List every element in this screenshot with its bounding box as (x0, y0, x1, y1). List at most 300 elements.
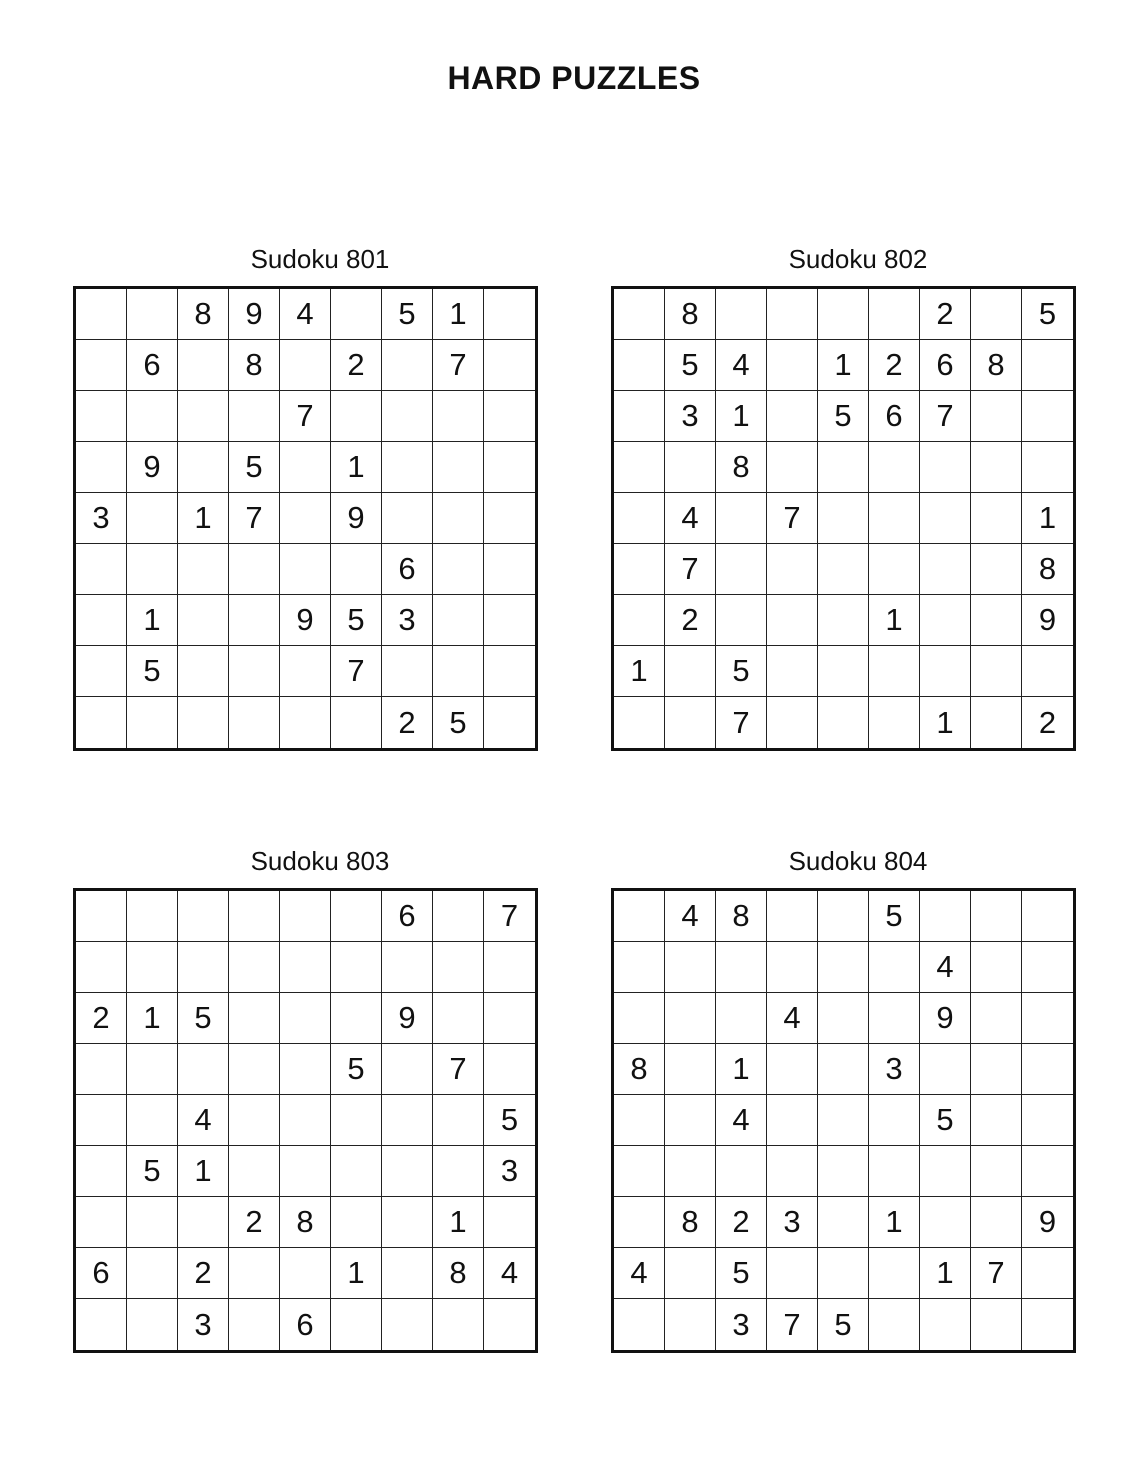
sudoku-cell (665, 442, 716, 493)
sudoku-cell: 5 (869, 891, 920, 942)
sudoku-cell (484, 1044, 535, 1095)
sudoku-cell (971, 493, 1022, 544)
sudoku-cell (76, 942, 127, 993)
sudoku-cell (484, 1299, 535, 1350)
sudoku-cell (920, 493, 971, 544)
sudoku-cell (331, 1095, 382, 1146)
sudoku-cell (229, 697, 280, 748)
sudoku-cell (665, 1248, 716, 1299)
sudoku-cell (971, 391, 1022, 442)
sudoku-cell: 8 (665, 1197, 716, 1248)
sudoku-cell: 9 (331, 493, 382, 544)
sudoku-cell (229, 1146, 280, 1197)
sudoku-cell: 2 (76, 993, 127, 1044)
sudoku-cell (869, 493, 920, 544)
sudoku-cell (382, 493, 433, 544)
sudoku-cell: 4 (178, 1095, 229, 1146)
sudoku-cell (971, 1044, 1022, 1095)
sudoku-cell (127, 1044, 178, 1095)
sudoku-cell (767, 1095, 818, 1146)
sudoku-cell (484, 993, 535, 1044)
sudoku-cell (818, 493, 869, 544)
sudoku-cell (229, 544, 280, 595)
sudoku-cell (614, 595, 665, 646)
sudoku-cell (331, 942, 382, 993)
sudoku-cell (229, 1299, 280, 1350)
sudoku-cell: 2 (382, 697, 433, 748)
sudoku-cell: 5 (127, 646, 178, 697)
sudoku-cell (331, 697, 382, 748)
sudoku-cell (869, 289, 920, 340)
sudoku-cell (971, 1299, 1022, 1350)
sudoku-cell (920, 1044, 971, 1095)
sudoku-cell: 1 (178, 493, 229, 544)
puzzle-title: Sudoku 801 (250, 244, 390, 274)
sudoku-cell (614, 697, 665, 748)
sudoku-cell (76, 391, 127, 442)
sudoku-cell (665, 1044, 716, 1095)
sudoku-cell: 5 (665, 340, 716, 391)
sudoku-cell (280, 993, 331, 1044)
sudoku-cell (433, 993, 484, 1044)
sudoku-cell (127, 1095, 178, 1146)
sudoku-cell: 8 (716, 891, 767, 942)
sudoku-cell (76, 697, 127, 748)
sudoku-cell (127, 391, 178, 442)
sudoku-cell: 8 (971, 340, 1022, 391)
sudoku-cell (76, 646, 127, 697)
sudoku-puzzle (611, 244, 1075, 751)
sudoku-cell (127, 1299, 178, 1350)
sudoku-cell (665, 646, 716, 697)
sudoku-cell (178, 1197, 229, 1248)
sudoku-cell: 1 (1022, 493, 1073, 544)
sudoku-cell (818, 289, 869, 340)
sudoku-cell (665, 1299, 716, 1350)
sudoku-cell (382, 1044, 433, 1095)
sudoku-cell: 8 (433, 1248, 484, 1299)
sudoku-cell: 1 (716, 1044, 767, 1095)
sudoku-cell: 9 (229, 289, 280, 340)
sudoku-cell: 8 (614, 1044, 665, 1095)
sudoku-cell (818, 1248, 869, 1299)
sudoku-cell (971, 1197, 1022, 1248)
sudoku-cell (614, 891, 665, 942)
sudoku-cell (818, 595, 869, 646)
sudoku-cell: 6 (127, 340, 178, 391)
sudoku-cell (869, 1146, 920, 1197)
sudoku-cell (971, 942, 1022, 993)
sudoku-cell: 3 (869, 1044, 920, 1095)
sudoku-cell (76, 1299, 127, 1350)
sudoku-cell (127, 544, 178, 595)
sudoku-cell: 5 (484, 1095, 535, 1146)
sudoku-cell (716, 942, 767, 993)
sudoku-cell (433, 442, 484, 493)
sudoku-cell: 7 (767, 493, 818, 544)
sudoku-cell (127, 1197, 178, 1248)
sudoku-cell (76, 1044, 127, 1095)
sudoku-cell: 5 (920, 1095, 971, 1146)
sudoku-cell (767, 544, 818, 595)
sudoku-cell (127, 493, 178, 544)
sudoku-cell (1022, 391, 1073, 442)
sudoku-cell (331, 891, 382, 942)
sudoku-cell (818, 697, 869, 748)
sudoku-cell (920, 442, 971, 493)
sudoku-cell (716, 544, 767, 595)
sudoku-cell: 8 (178, 289, 229, 340)
sudoku-cell (920, 1299, 971, 1350)
sudoku-cell: 4 (665, 891, 716, 942)
sudoku-cell: 5 (382, 289, 433, 340)
sudoku-cell: 7 (433, 340, 484, 391)
sudoku-cell: 2 (229, 1197, 280, 1248)
sudoku-cell: 2 (1038, 704, 1057, 740)
sudoku-cell (280, 544, 331, 595)
sudoku-cell (382, 646, 433, 697)
sudoku-cell (433, 391, 484, 442)
sudoku-cell: 1 (716, 391, 767, 442)
sudoku-cell (971, 289, 1022, 340)
sudoku-cell (1022, 993, 1073, 1044)
sudoku-cell (229, 1095, 280, 1146)
sudoku-grid (73, 286, 538, 751)
sudoku-cell (382, 1095, 433, 1146)
sudoku-cell (1022, 442, 1073, 493)
sudoku-cell: 3 (716, 1299, 767, 1350)
sudoku-cell (767, 1044, 818, 1095)
sudoku-cell: 9 (280, 595, 331, 646)
sudoku-cell (767, 289, 818, 340)
sudoku-cell (767, 595, 818, 646)
sudoku-cell: 7 (920, 391, 971, 442)
sudoku-cell: 1 (127, 993, 178, 1044)
sudoku-cell: 2 (665, 595, 716, 646)
sudoku-cell (484, 442, 535, 493)
sudoku-cell (971, 646, 1022, 697)
sudoku-grid (611, 888, 1076, 1353)
sudoku-cell: 5 (716, 646, 767, 697)
sudoku-cell (971, 1146, 1022, 1197)
sudoku-cell (767, 1248, 818, 1299)
puzzle-title: Sudoku 802 (788, 244, 928, 274)
sudoku-cell: 6 (382, 544, 433, 595)
sudoku-cell: 7 (229, 493, 280, 544)
sudoku-cell (382, 442, 433, 493)
sudoku-cell (229, 891, 280, 942)
sudoku-cell (127, 1248, 178, 1299)
sudoku-cell: 9 (382, 993, 433, 1044)
sudoku-cell: 7 (433, 1044, 484, 1095)
sudoku-cell (76, 340, 127, 391)
sudoku-cell (716, 493, 767, 544)
sudoku-cell (127, 891, 178, 942)
sudoku-cell: 2 (869, 340, 920, 391)
sudoku-cell: 4 (920, 942, 971, 993)
sudoku-cell (1022, 340, 1073, 391)
sudoku-cell (484, 289, 535, 340)
sudoku-cell: 5 (1022, 289, 1073, 340)
sudoku-cell (1022, 942, 1073, 993)
sudoku-cell: 3 (382, 595, 433, 646)
sudoku-cell (280, 1146, 331, 1197)
sudoku-cell (229, 1248, 280, 1299)
sudoku-cell (869, 646, 920, 697)
sudoku-cell (229, 942, 280, 993)
sudoku-cell (331, 1197, 382, 1248)
sudoku-cell: 1 (614, 646, 665, 697)
sudoku-cell (433, 1146, 484, 1197)
sudoku-cell: 9 (127, 442, 178, 493)
sudoku-cell (484, 1197, 535, 1248)
sudoku-cell (665, 697, 716, 748)
sudoku-cell: 5 (716, 1248, 767, 1299)
sudoku-cell (614, 1095, 665, 1146)
sudoku-cell: 7 (665, 544, 716, 595)
sudoku-cell (971, 993, 1022, 1044)
sudoku-cell: 6 (280, 1299, 331, 1350)
sudoku-cell (433, 544, 484, 595)
sudoku-cell (818, 1044, 869, 1095)
sudoku-cell: 4 (665, 493, 716, 544)
sudoku-cell (971, 1095, 1022, 1146)
sudoku-cell (76, 891, 127, 942)
sudoku-cell: 1 (331, 1248, 382, 1299)
sudoku-cell (614, 544, 665, 595)
sudoku-cell: 5 (433, 697, 484, 748)
sudoku-cell (920, 595, 971, 646)
sudoku-cell: 7 (331, 646, 382, 697)
sudoku-puzzle (73, 244, 537, 751)
sudoku-cell (920, 646, 971, 697)
sudoku-cell (920, 1197, 971, 1248)
sudoku-cell (433, 1299, 484, 1350)
sudoku-cell (178, 697, 229, 748)
sudoku-grid (611, 286, 1076, 751)
sudoku-cell (433, 595, 484, 646)
sudoku-cell (280, 1095, 331, 1146)
sudoku-cell (127, 697, 178, 748)
sudoku-cell (178, 1044, 229, 1095)
sudoku-cell (382, 1197, 433, 1248)
sudoku-cell (1022, 1044, 1073, 1095)
sudoku-cell: 1 (869, 1197, 920, 1248)
sudoku-cell: 7 (280, 391, 331, 442)
sudoku-cell (76, 544, 127, 595)
sudoku-cell (76, 289, 127, 340)
sudoku-cell: 2 (920, 289, 971, 340)
sudoku-cell (229, 993, 280, 1044)
sudoku-cell (614, 993, 665, 1044)
sudoku-cell (614, 391, 665, 442)
sudoku-cell: 5 (331, 595, 382, 646)
sudoku-cell: 2 (331, 340, 382, 391)
sudoku-cell (665, 993, 716, 1044)
sudoku-cell (178, 442, 229, 493)
sudoku-cell (1022, 1248, 1073, 1299)
sudoku-cell (484, 493, 535, 544)
sudoku-cell (1022, 646, 1073, 697)
sudoku-cell: 1 (818, 340, 869, 391)
sudoku-cell (818, 646, 869, 697)
sudoku-cell (614, 942, 665, 993)
sudoku-cell (331, 1146, 382, 1197)
sudoku-cell (920, 891, 971, 942)
sudoku-cell (382, 1146, 433, 1197)
sudoku-cell: 7 (484, 891, 535, 942)
sudoku-cell (229, 1044, 280, 1095)
sudoku-cell: 1 (433, 1197, 484, 1248)
sudoku-cell (229, 646, 280, 697)
sudoku-cell (433, 891, 484, 942)
sudoku-cell: 5 (178, 993, 229, 1044)
sudoku-cell (716, 289, 767, 340)
sudoku-cell (614, 1299, 665, 1350)
sudoku-cell: 6 (920, 340, 971, 391)
sudoku-cell: 8 (229, 340, 280, 391)
sudoku-cell (433, 646, 484, 697)
sudoku-cell: 7 (716, 697, 767, 748)
sudoku-cell (280, 340, 331, 391)
sudoku-cell (614, 1146, 665, 1197)
sudoku-cell (127, 942, 178, 993)
sudoku-cell (331, 1299, 382, 1350)
sudoku-cell (76, 1197, 127, 1248)
sudoku-cell (767, 442, 818, 493)
sudoku-cell (433, 1095, 484, 1146)
sudoku-cell: 3 (767, 1197, 818, 1248)
sudoku-cell (229, 595, 280, 646)
sudoku-cell (869, 993, 920, 1044)
sudoku-cell: 2 (178, 1248, 229, 1299)
sudoku-cell (76, 1146, 127, 1197)
sudoku-cell: 9 (920, 993, 971, 1044)
sudoku-cell: 9 (1022, 595, 1073, 646)
sudoku-cell: 1 (178, 1146, 229, 1197)
sudoku-cell: 5 (331, 1044, 382, 1095)
sudoku-cell (331, 391, 382, 442)
sudoku-cell (382, 340, 433, 391)
sudoku-cell: 6 (382, 891, 433, 942)
sudoku-cell (767, 697, 818, 748)
sudoku-cell (280, 442, 331, 493)
sudoku-cell (869, 1248, 920, 1299)
sudoku-cell (331, 544, 382, 595)
sudoku-cell: 1 (920, 1248, 971, 1299)
sudoku-cell: 6 (76, 1248, 127, 1299)
sudoku-cell (971, 891, 1022, 942)
sudoku-cell (484, 646, 535, 697)
sudoku-cell: 7 (971, 1248, 1022, 1299)
sudoku-cell (280, 942, 331, 993)
sudoku-cell (127, 289, 178, 340)
sudoku-cell (665, 1146, 716, 1197)
sudoku-cell (920, 544, 971, 595)
sudoku-cell (818, 942, 869, 993)
sudoku-cell (484, 544, 535, 595)
sudoku-cell (331, 993, 382, 1044)
sudoku-cell (614, 442, 665, 493)
sudoku-cell: 2 (716, 1197, 767, 1248)
sudoku-cell (614, 289, 665, 340)
sudoku-cell: 5 (127, 1146, 178, 1197)
sudoku-cell (1022, 1146, 1073, 1197)
sudoku-cell: 4 (484, 1248, 535, 1299)
sudoku-cell: 1 (331, 442, 382, 493)
sudoku-cell (76, 442, 127, 493)
sudoku-cell: 8 (665, 289, 716, 340)
sudoku-cell: 3 (178, 1299, 229, 1350)
sudoku-cell (614, 1197, 665, 1248)
sudoku-cell (971, 697, 1022, 748)
sudoku-cell (869, 942, 920, 993)
sudoku-cell (971, 595, 1022, 646)
sudoku-cell (280, 697, 331, 748)
sudoku-cell (767, 891, 818, 942)
sudoku-cell (280, 1044, 331, 1095)
sudoku-cell: 4 (614, 1248, 665, 1299)
sudoku-cell: 4 (716, 1095, 767, 1146)
sudoku-cell (818, 1095, 869, 1146)
sudoku-cell (178, 891, 229, 942)
sudoku-cell (767, 942, 818, 993)
sudoku-cell: 3 (484, 1146, 535, 1197)
sudoku-cell (382, 391, 433, 442)
sudoku-cell (716, 595, 767, 646)
sudoku-cell (229, 391, 280, 442)
sudoku-cell (818, 1197, 869, 1248)
sudoku-cell (716, 1146, 767, 1197)
sudoku-cell (280, 891, 331, 942)
sudoku-cell (178, 942, 229, 993)
sudoku-cell (1022, 891, 1073, 942)
sudoku-cell (614, 493, 665, 544)
sudoku-cell: 8 (280, 1197, 331, 1248)
sudoku-grid (73, 888, 538, 1353)
sudoku-cell (433, 942, 484, 993)
sudoku-cell (178, 544, 229, 595)
sudoku-cell (818, 891, 869, 942)
sudoku-cell: 5 (818, 391, 869, 442)
sudoku-cell: 6 (869, 391, 920, 442)
sudoku-cell (614, 340, 665, 391)
sudoku-cell (1022, 1299, 1073, 1350)
sudoku-cell (767, 1146, 818, 1197)
sudoku-cell (869, 544, 920, 595)
sudoku-cell: 5 (229, 442, 280, 493)
sudoku-cell: 3 (665, 391, 716, 442)
sudoku-cell (869, 697, 920, 748)
sudoku-cell: 4 (280, 289, 331, 340)
sudoku-cell (869, 1299, 920, 1350)
puzzle-title: Sudoku 803 (250, 846, 390, 876)
sudoku-cell (818, 993, 869, 1044)
sudoku-cell (178, 391, 229, 442)
sudoku-cell (178, 646, 229, 697)
sudoku-cell (920, 1146, 971, 1197)
sudoku-cell (716, 993, 767, 1044)
sudoku-cell (178, 595, 229, 646)
sudoku-cell (382, 1299, 433, 1350)
sudoku-cell (665, 942, 716, 993)
sudoku-cell (665, 1095, 716, 1146)
puzzle-title: Sudoku 804 (788, 846, 928, 876)
sudoku-cell: 1 (920, 697, 971, 748)
sudoku-cell (280, 493, 331, 544)
sudoku-cell (484, 391, 535, 442)
sudoku-cell (767, 391, 818, 442)
